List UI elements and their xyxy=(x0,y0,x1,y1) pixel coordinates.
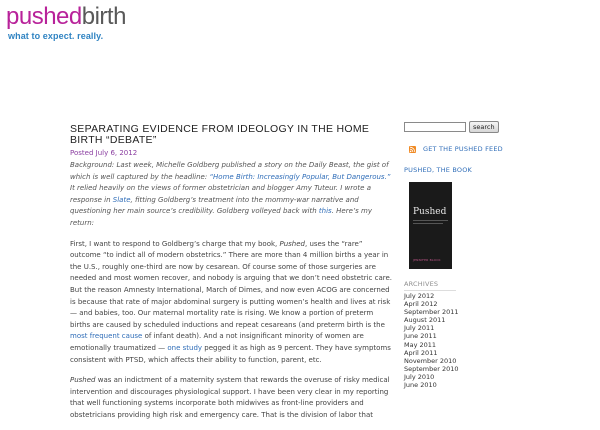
paragraph-1 xyxy=(70,239,392,367)
p1-text-4: pegged it as high as 9 percent. They have symptoms consistent with PTSD, which affects their ability to function, parent, etc. xyxy=(70,343,391,364)
site-tagline: what to expect. really. xyxy=(8,31,104,41)
archive-link[interactable]: September 2010 xyxy=(404,364,459,373)
search-button[interactable]: search xyxy=(469,121,499,133)
site-logo[interactable] xyxy=(6,3,126,41)
search-input[interactable] xyxy=(404,122,466,132)
feed-label[interactable]: GET THE PUSHED FEED xyxy=(423,145,503,153)
link-slate[interactable]: Slate xyxy=(112,195,131,204)
link-one-study[interactable]: one study xyxy=(167,343,203,352)
p1-text-3: of infant death). And a not insignificant minority of women are emotionally traumatized — xyxy=(70,332,364,352)
feed-link[interactable] xyxy=(409,145,544,153)
archive-link[interactable]: July 2012 xyxy=(404,292,435,300)
post-meta xyxy=(70,149,392,157)
post-title[interactable]: SEPARATING EVIDENCE FROM IDEOLOGY IN THE HOME BIRTH “DEBATE” xyxy=(70,123,370,146)
archives-list xyxy=(404,292,544,389)
post-body xyxy=(70,239,392,422)
book-heading[interactable]: PUSHED, THE BOOK xyxy=(404,166,473,174)
archive-link[interactable]: April 2012 xyxy=(404,300,438,309)
p2-book-title: Pushed xyxy=(70,376,96,385)
archives-divider xyxy=(404,290,456,291)
archives-heading: ARCHIVES xyxy=(404,280,439,288)
archive-link[interactable]: April 2011 xyxy=(404,348,438,357)
book-cover-subtitle-line xyxy=(413,223,443,224)
logo-part-birth: birth xyxy=(81,3,126,30)
p2-text-1: was an indictment of a maternity system that rewards the overuse of risky medical intervention and discourages physiological support. I have been very clear in my reporting that well functioning systems incorporate both midwives as front-line providers and obstetricians providing high risk and emergency care. That is the division of labor that xyxy=(70,376,390,419)
archive-link[interactable]: July 2011 xyxy=(404,324,435,333)
logo-wordmark[interactable] xyxy=(6,3,126,31)
archive-link[interactable]: August 2011 xyxy=(404,316,446,325)
post-date: July 6, 2012 xyxy=(95,149,138,157)
posted-label: Posted xyxy=(70,149,94,157)
archive-link[interactable]: June 2010 xyxy=(404,381,437,390)
p1-text-2: , uses the “rare” outcome “to indict all of modern obstetrics.” There are more than 4 million births a year in the U.S., roughly one-third are now by cesarean. Of course some of those surgeries are needed and most women recover, and nobody is arguing that we don’t need obstetric care. But the reason Amnesty International, March of Dimes, and now even ACOG are concerned is because that rate of major abdominal surgery is putting women’s health and lives at risk — and babies, too. Our maternal mortality rate is rising. We know a portion of preterm births are caused by scheduled inductions and repeat cesareans (and preterm birth is the xyxy=(70,239,392,329)
paragraph-2 xyxy=(70,375,392,421)
archive-link[interactable]: November 2010 xyxy=(404,356,457,365)
search-form xyxy=(404,120,544,134)
intro-text-3: , fitting Goldberg’s treatment into the mommy-war narrative and questioning her main source’s credibility. Goldberg volleyed back with xyxy=(70,195,359,216)
blog-post xyxy=(70,124,392,430)
p1-book-title: Pushed xyxy=(279,239,305,248)
book-cover-subtitle-line xyxy=(413,220,448,221)
archive-link[interactable]: May 2011 xyxy=(404,340,437,349)
logo-part-pushed: pushed xyxy=(6,3,82,30)
archive-link[interactable]: June 2011 xyxy=(404,332,437,341)
post-intro xyxy=(70,160,392,230)
book-cover-title: Pushed xyxy=(413,207,447,217)
book-cover-image[interactable] xyxy=(409,182,452,269)
intro-text-1: Background: Last week, Michelle Goldberg published a story on the Daily Beast, the gist of which is well captured by the headline: xyxy=(70,161,389,181)
book-cover-author: JENNIFER BLOCK xyxy=(413,258,441,262)
link-home-birth-article[interactable]: “Home Birth: Increasingly Popular, But Dangerous.” xyxy=(209,172,391,181)
rss-icon[interactable] xyxy=(409,146,416,153)
archive-link[interactable]: September 2011 xyxy=(404,308,459,317)
intro-text-4: . Here’s my return: xyxy=(70,207,372,227)
archive-link[interactable]: July 2010 xyxy=(404,372,435,381)
sidebar xyxy=(404,120,544,389)
p1-text-1: First, I want to respond to Goldberg’s charge that my book, xyxy=(70,239,280,248)
link-most-frequent-cause[interactable]: most frequent cause xyxy=(70,332,143,341)
link-this[interactable]: this xyxy=(318,207,332,216)
intro-text-2: It relied heavily on the views of former obstetrician and blogger Amy Tuteur. I wrote a response in xyxy=(70,184,371,204)
